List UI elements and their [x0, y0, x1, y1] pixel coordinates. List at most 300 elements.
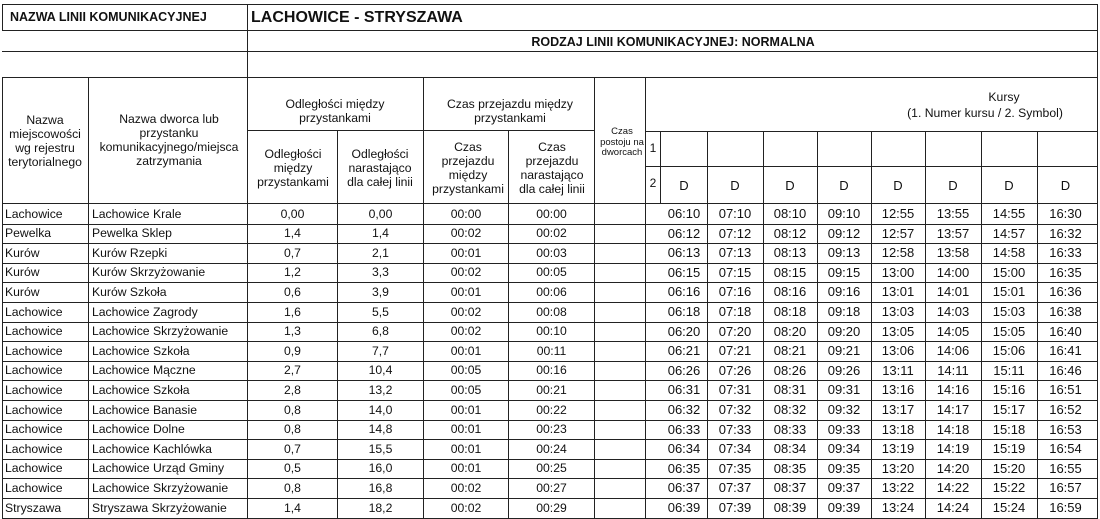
row-divider	[2, 263, 1098, 264]
departure-time-cell: 09:35	[827, 460, 861, 476]
course-column-separator	[871, 131, 872, 203]
time-cell: 00:01	[450, 441, 482, 456]
cumulative-distance-cell: 16,8	[368, 480, 393, 495]
time-cell: 00:01	[450, 343, 482, 358]
cumulative-distance-cell: 5,5	[372, 304, 389, 319]
departure-time-cell: 06:37	[667, 480, 701, 496]
departure-time-cell: 14:18	[936, 421, 970, 437]
locality-cell: Lachowice	[5, 422, 63, 437]
time-cell: 00:01	[450, 461, 482, 476]
column-separator	[660, 131, 661, 203]
departure-time-cell: 06:32	[667, 402, 701, 417]
cumulative-distance-cell: 16,0	[368, 461, 393, 476]
header-divider	[2, 30, 1098, 31]
layover-cell	[595, 498, 645, 517]
departure-time-cell: 15:19	[992, 441, 1026, 457]
departure-time-cell: 09:18	[827, 304, 861, 319]
header-separator	[247, 4, 248, 78]
distance-cell: 1,4	[284, 500, 301, 515]
locality-cell: Pewelka	[5, 226, 52, 241]
stop-cell: Lachowice Banasie	[92, 402, 198, 417]
course-symbol: D	[893, 177, 903, 193]
departure-time-cell: 08:15	[773, 264, 807, 280]
courses-subtitle: (1. Numer kursu / 2. Symbol)	[907, 105, 1063, 120]
cumulative-distance-cell: 1,4	[372, 226, 389, 241]
time-cell: 00:01	[450, 245, 482, 260]
column-separator	[594, 77, 595, 518]
header-bottom	[2, 203, 1098, 204]
locality-cell: Lachowice	[5, 382, 63, 397]
departure-time-cell: 16:35	[1049, 264, 1082, 280]
layover-cell	[595, 263, 645, 282]
stop-cell: Lachowice Skrzyżowanie	[92, 324, 229, 339]
row-divider	[2, 282, 1098, 283]
distance-cell: 2,8	[284, 382, 301, 397]
departure-time-cell: 13:00	[881, 264, 915, 280]
left-border	[2, 4, 3, 30]
cumulative-time-cell: 00:24	[536, 441, 567, 456]
departure-time-cell: 16:59	[1049, 500, 1082, 515]
stop-cell: Stryszawa Skrzyżowanie	[92, 500, 227, 515]
course-symbol: D	[679, 177, 689, 193]
departure-time-cell: 09:34	[827, 441, 861, 457]
layover-cell	[595, 302, 645, 321]
column-separator	[645, 77, 646, 518]
time-cell: 00:01	[450, 422, 482, 437]
time-cell: 00:02	[450, 480, 482, 495]
distances-group-header: Odległości między przystankami	[285, 96, 385, 125]
cumulative-time-cell: 00:22	[536, 402, 567, 417]
departure-time-cell: 09:26	[827, 362, 861, 378]
courses-title: Kursy	[988, 89, 1020, 104]
departure-time-cell: 14:16	[936, 382, 970, 398]
departure-time-cell: 14:06	[936, 343, 970, 359]
cumulative-distance-cell: 6,8	[372, 324, 389, 339]
departure-time-cell: 16:33	[1049, 245, 1082, 261]
departure-time-cell: 09:12	[827, 225, 861, 241]
departure-time-cell: 13:06	[881, 343, 915, 359]
departure-time-cell: 16:51	[1049, 382, 1082, 398]
cumulative-distance-cell: 18,2	[368, 500, 393, 515]
locality-cell: Lachowice	[5, 441, 63, 456]
departure-time-cell: 07:34	[718, 441, 752, 457]
departure-time-cell: 14:03	[936, 304, 970, 319]
time-between-header: Czas przejazdu między przystankami	[432, 139, 504, 197]
time-cell: 00:01	[450, 402, 482, 417]
departure-time-cell: 06:35	[667, 460, 701, 476]
departure-time-cell: 07:15	[718, 264, 752, 280]
distance-cumulative-header: Odległości narastająco dla całej linii	[347, 146, 413, 190]
departure-time-cell: 13:05	[881, 323, 915, 339]
departure-time-cell: 08:21	[773, 343, 807, 359]
layover-cell	[595, 478, 645, 497]
time-cell: 00:01	[450, 284, 482, 299]
departure-time-cell: 15:16	[992, 382, 1026, 398]
top-border	[2, 4, 1098, 5]
departure-time-cell: 15:20	[992, 460, 1026, 476]
row-divider	[2, 478, 1098, 479]
departure-time-cell: 15:11	[993, 362, 1025, 378]
course-symbol-row-label: 2	[649, 176, 657, 191]
departure-time-cell: 09:37	[827, 480, 861, 496]
time-cell: 00:02	[450, 324, 482, 339]
departure-time-cell: 09:39	[827, 500, 861, 515]
departure-time-cell: 12:57	[881, 225, 915, 241]
departure-time-cell: 07:13	[718, 245, 752, 261]
cumulative-distance-cell: 14,0	[368, 402, 393, 417]
stop-cell: Lachowice Zagrody	[92, 304, 198, 319]
cumulative-time-cell: 00:11	[536, 343, 567, 358]
row-divider	[2, 439, 1098, 440]
distance-cell: 0,5	[284, 461, 301, 476]
departure-time-cell: 07:35	[718, 460, 752, 476]
departure-time-cell: 15:17	[992, 402, 1026, 417]
time-cumulative-header: Czas przejazdu narastająco dla całej linii	[519, 139, 585, 197]
locality-cell: Lachowice	[5, 206, 63, 221]
departure-time-cell: 16:54	[1049, 441, 1082, 457]
cumulative-time-cell: 00:29	[536, 500, 567, 515]
course-column-separator	[763, 131, 764, 203]
cumulative-time-cell: 00:25	[536, 461, 567, 476]
cumulative-distance-cell: 13,2	[368, 382, 393, 397]
departure-time-cell: 07:16	[718, 284, 752, 300]
departure-time-cell: 14:58	[992, 245, 1026, 261]
departure-time-cell: 08:31	[773, 382, 807, 398]
layover-cell	[595, 420, 645, 439]
row-divider	[2, 459, 1098, 460]
stop-cell: Kurów Rzepki	[92, 245, 168, 260]
departure-time-cell: 06:13	[667, 245, 701, 261]
departure-time-cell: 13:03	[881, 304, 915, 319]
layover-cell	[595, 400, 645, 419]
left-border	[2, 77, 3, 518]
departure-time-cell: 06:31	[667, 382, 701, 398]
departure-time-cell: 07:33	[718, 421, 752, 437]
locality-cell: Lachowice	[5, 402, 63, 417]
stop-cell: Lachowice Szkoła	[92, 382, 190, 397]
layover-cell	[595, 361, 645, 380]
departure-time-cell: 16:38	[1049, 304, 1082, 319]
cumulative-time-cell: 00:02	[536, 226, 567, 241]
departure-time-cell: 08:34	[773, 441, 807, 457]
course-symbol: D	[730, 177, 740, 193]
locality-cell: Lachowice	[5, 480, 63, 495]
departure-time-cell: 15:05	[992, 323, 1026, 339]
locality-cell: Lachowice	[5, 304, 63, 319]
departure-time-cell: 14:22	[936, 480, 970, 496]
departure-time-cell: 07:21	[718, 343, 752, 359]
locality-column-header: Nazwa miejscowości wg rejestru terytorialnego	[8, 112, 82, 170]
cumulative-distance-cell: 15,5	[368, 441, 393, 456]
row-divider	[2, 341, 1098, 342]
distance-cell: 1,3	[284, 324, 301, 339]
departure-time-cell: 13:16	[881, 382, 915, 398]
departure-time-cell: 13:58	[936, 245, 970, 261]
time-cell: 00:05	[450, 363, 482, 378]
distance-cell: 0,00	[280, 206, 305, 221]
departure-time-cell: 06:34	[667, 441, 701, 457]
cumulative-distance-cell: 0,00	[368, 206, 393, 221]
departure-time-cell: 08:20	[773, 323, 807, 339]
course-symbol: D	[785, 177, 795, 193]
departure-time-cell: 12:55	[881, 206, 915, 221]
departure-time-cell: 13:19	[881, 441, 915, 457]
course-symbol: D	[1004, 177, 1014, 193]
courses-divider	[645, 166, 1097, 167]
departure-time-cell: 14:20	[936, 460, 970, 476]
departure-time-cell: 08:16	[773, 284, 807, 300]
stop-cell: Lachowice Dolne	[92, 422, 185, 437]
distance-cell: 1,6	[284, 304, 301, 319]
departure-time-cell: 09:15	[827, 264, 861, 280]
cumulative-distance-cell: 3,3	[372, 265, 389, 280]
locality-cell: Lachowice	[5, 324, 63, 339]
time-cell: 00:02	[450, 304, 482, 319]
header-divider	[2, 77, 1098, 78]
departure-time-cell: 15:22	[992, 480, 1026, 496]
departure-time-cell: 16:52	[1049, 402, 1082, 417]
layover-cell	[595, 282, 645, 301]
distance-between-header: Odległości między przystankami	[257, 146, 329, 190]
departure-time-cell: 14:24	[936, 500, 970, 515]
departure-time-cell: 06:12	[667, 225, 701, 241]
column-separator	[88, 77, 89, 518]
departure-time-cell: 16:57	[1049, 480, 1082, 496]
course-column-separator	[707, 131, 708, 203]
course-symbol: D	[948, 177, 958, 193]
departure-time-cell: 16:46	[1049, 362, 1082, 378]
locality-cell: Lachowice	[5, 343, 63, 358]
locality-cell: Kurów	[5, 265, 40, 280]
distance-cell: 0,9	[284, 343, 301, 358]
departure-time-cell: 09:20	[827, 323, 861, 339]
departure-time-cell: 13:55	[936, 206, 970, 221]
departure-time-cell: 08:13	[773, 245, 807, 261]
stop-cell: Lachowice Krale	[92, 206, 182, 221]
cumulative-distance-cell: 3,9	[372, 284, 389, 299]
departure-time-cell: 16:41	[1049, 343, 1082, 359]
departure-time-cell: 06:10	[667, 206, 701, 221]
row-divider	[2, 400, 1098, 401]
courses-divider	[645, 131, 1097, 132]
departure-time-cell: 08:10	[773, 206, 807, 221]
departure-time-cell: 09:32	[827, 402, 861, 417]
departure-time-cell: 06:15	[667, 264, 701, 280]
locality-cell: Kurów	[5, 284, 40, 299]
distance-cell: 0,7	[284, 441, 301, 456]
distance-cell: 0,8	[284, 422, 301, 437]
departure-time-cell: 13:11	[882, 362, 914, 378]
group-divider	[248, 130, 595, 131]
course-column-separator	[981, 131, 982, 203]
stop-cell: Lachowice Szkoła	[92, 343, 190, 358]
cumulative-distance-cell: 2,1	[372, 245, 389, 260]
departure-time-cell: 14:19	[936, 441, 970, 457]
distance-cell: 1,4	[284, 226, 301, 241]
row-divider	[2, 420, 1098, 421]
locality-cell: Kurów	[5, 245, 40, 260]
layover-header: Czas postoju na dworcach	[600, 125, 644, 159]
departure-time-cell: 16:40	[1049, 323, 1082, 339]
layover-cell	[595, 380, 645, 399]
departure-time-cell: 13:57	[936, 225, 970, 241]
distance-cell: 2,7	[284, 363, 301, 378]
cumulative-time-cell: 00:08	[536, 304, 567, 319]
distance-cell: 0,8	[284, 480, 301, 495]
cumulative-distance-cell: 14,8	[368, 422, 393, 437]
row-divider	[2, 243, 1098, 244]
departure-time-cell: 13:22	[881, 480, 915, 496]
time-cell: 00:02	[450, 265, 482, 280]
departure-time-cell: 15:24	[992, 500, 1026, 515]
departure-time-cell: 16:30	[1049, 206, 1082, 221]
stop-cell: Lachowice Skrzyżowanie	[92, 480, 229, 495]
row-divider	[2, 224, 1098, 225]
departure-time-cell: 07:26	[718, 362, 752, 378]
departure-time-cell: 09:16	[827, 284, 861, 300]
departure-time-cell: 15:06	[992, 343, 1026, 359]
cumulative-distance-cell: 7,7	[372, 343, 389, 358]
right-border	[1097, 4, 1098, 518]
stop-cell: Kurów Szkoła	[92, 284, 167, 299]
course-number-row-label: 1	[649, 141, 657, 156]
cumulative-time-cell: 00:05	[536, 265, 567, 280]
cumulative-time-cell: 00:00	[536, 206, 567, 221]
cumulative-time-cell: 00:27	[536, 480, 567, 495]
column-separator	[247, 77, 248, 518]
departure-time-cell: 13:18	[881, 421, 915, 437]
cumulative-time-cell: 00:21	[536, 382, 567, 397]
course-column-separator	[817, 131, 818, 203]
cumulative-distance-cell: 10,4	[368, 363, 393, 378]
departure-time-cell: 14:00	[936, 264, 970, 280]
departure-time-cell: 07:31	[718, 382, 752, 398]
departure-time-cell: 15:18	[992, 421, 1026, 437]
locality-cell: Stryszawa	[5, 500, 62, 515]
departure-time-cell: 06:26	[667, 362, 701, 378]
locality-cell: Lachowice	[5, 461, 63, 476]
departure-time-cell: 08:18	[773, 304, 807, 319]
stop-cell: Lachowice Urząd Gminy	[92, 461, 225, 476]
departure-time-cell: 07:12	[718, 225, 752, 241]
cumulative-time-cell: 00:03	[536, 245, 567, 260]
departure-time-cell: 16:36	[1049, 284, 1082, 300]
departure-time-cell: 07:37	[718, 480, 752, 496]
departure-time-cell: 09:13	[827, 245, 861, 261]
cumulative-time-cell: 00:23	[536, 422, 567, 437]
departure-time-cell: 07:20	[718, 323, 752, 339]
departure-time-cell: 14:17	[936, 402, 970, 417]
departure-time-cell: 06:33	[667, 421, 701, 437]
distance-cell: 0,6	[284, 284, 301, 299]
departure-time-cell: 13:20	[881, 460, 915, 476]
cumulative-time-cell: 00:06	[536, 284, 567, 299]
row-divider	[2, 302, 1098, 303]
course-column-separator	[1037, 131, 1038, 203]
distance-cell: 1,2	[284, 265, 301, 280]
layover-cell	[595, 322, 645, 341]
stop-cell: Pewelka Sklep	[92, 226, 172, 241]
departure-time-cell: 14:57	[992, 225, 1026, 241]
layover-cell	[595, 243, 645, 262]
departure-time-cell: 06:16	[667, 284, 701, 300]
row-divider	[2, 322, 1098, 323]
departure-time-cell: 16:53	[1049, 421, 1082, 437]
departure-time-cell: 06:18	[667, 304, 701, 319]
departure-time-cell: 12:58	[881, 245, 915, 261]
departure-time-cell: 13:01	[881, 284, 915, 300]
departure-time-cell: 13:24	[881, 500, 915, 515]
time-cell: 00:05	[450, 382, 482, 397]
row-divider	[2, 380, 1098, 381]
departure-time-cell: 09:33	[827, 421, 861, 437]
layover-cell	[595, 341, 645, 360]
departure-time-cell: 13:17	[881, 402, 915, 417]
course-symbol: D	[1060, 177, 1071, 193]
departure-time-cell: 08:26	[773, 362, 807, 378]
departure-time-cell: 14:55	[992, 206, 1026, 221]
departure-time-cell: 06:39	[667, 500, 701, 515]
departure-time-cell: 14:01	[936, 284, 970, 300]
time-cell: 00:00	[450, 206, 482, 221]
departure-time-cell: 14:11	[937, 362, 969, 378]
line-name-label: NAZWA LINII KOMUNIKACYJNEJ	[10, 9, 207, 24]
departure-time-cell: 08:37	[773, 480, 807, 496]
course-symbol: D	[839, 177, 849, 193]
course-column-separator	[925, 131, 926, 203]
departure-time-cell: 09:21	[827, 343, 861, 359]
stop-column-header: Nazwa dworca lub przystanku komunikacyjnego/miejsca zatrzymania	[99, 112, 239, 169]
time-cell: 00:02	[450, 500, 482, 515]
departure-time-cell: 09:10	[827, 206, 861, 221]
locality-cell: Lachowice	[5, 363, 63, 378]
departure-time-cell: 07:10	[718, 206, 752, 221]
stop-cell: Lachowice Mączne	[92, 363, 196, 378]
distance-cell: 0,7	[284, 245, 301, 260]
layover-cell	[595, 204, 645, 223]
departure-time-cell: 16:32	[1049, 225, 1082, 241]
departure-time-cell: 09:31	[827, 382, 861, 398]
departure-time-cell: 06:21	[667, 343, 701, 359]
departure-time-cell: 08:32	[773, 402, 807, 417]
cumulative-time-cell: 00:16	[536, 363, 567, 378]
stop-cell: Lachowice Kachlówka	[92, 441, 212, 456]
time-group-header: Czas przejazdu między przystankami	[447, 96, 573, 125]
departure-time-cell: 08:33	[773, 421, 807, 437]
departure-time-cell: 16:55	[1049, 460, 1082, 476]
layover-cell	[595, 459, 645, 478]
departure-time-cell: 08:12	[773, 225, 807, 241]
departure-time-cell: 07:18	[718, 304, 752, 319]
departure-time-cell: 15:01	[992, 284, 1026, 300]
row-divider	[2, 361, 1098, 362]
line-type: RODZAJ LINII KOMUNIKACYJNEJ: NORMALNA	[531, 34, 815, 49]
time-cell: 00:02	[450, 226, 482, 241]
stop-cell: Kurów Skrzyżowanie	[92, 265, 206, 280]
row-divider	[2, 498, 1098, 499]
departure-time-cell: 15:00	[992, 264, 1026, 280]
distance-cell: 0,8	[284, 402, 301, 417]
layover-cell	[595, 439, 645, 458]
cumulative-time-cell: 00:10	[536, 324, 567, 339]
departure-time-cell: 15:03	[992, 304, 1026, 319]
departure-time-cell: 07:32	[718, 402, 752, 417]
line-name: LACHOWICE - STRYSZAWA	[251, 8, 463, 26]
departure-time-cell: 06:20	[667, 323, 701, 339]
departure-time-cell: 14:05	[936, 323, 970, 339]
departure-time-cell: 08:35	[773, 460, 807, 476]
departure-time-cell: 08:39	[773, 500, 807, 515]
